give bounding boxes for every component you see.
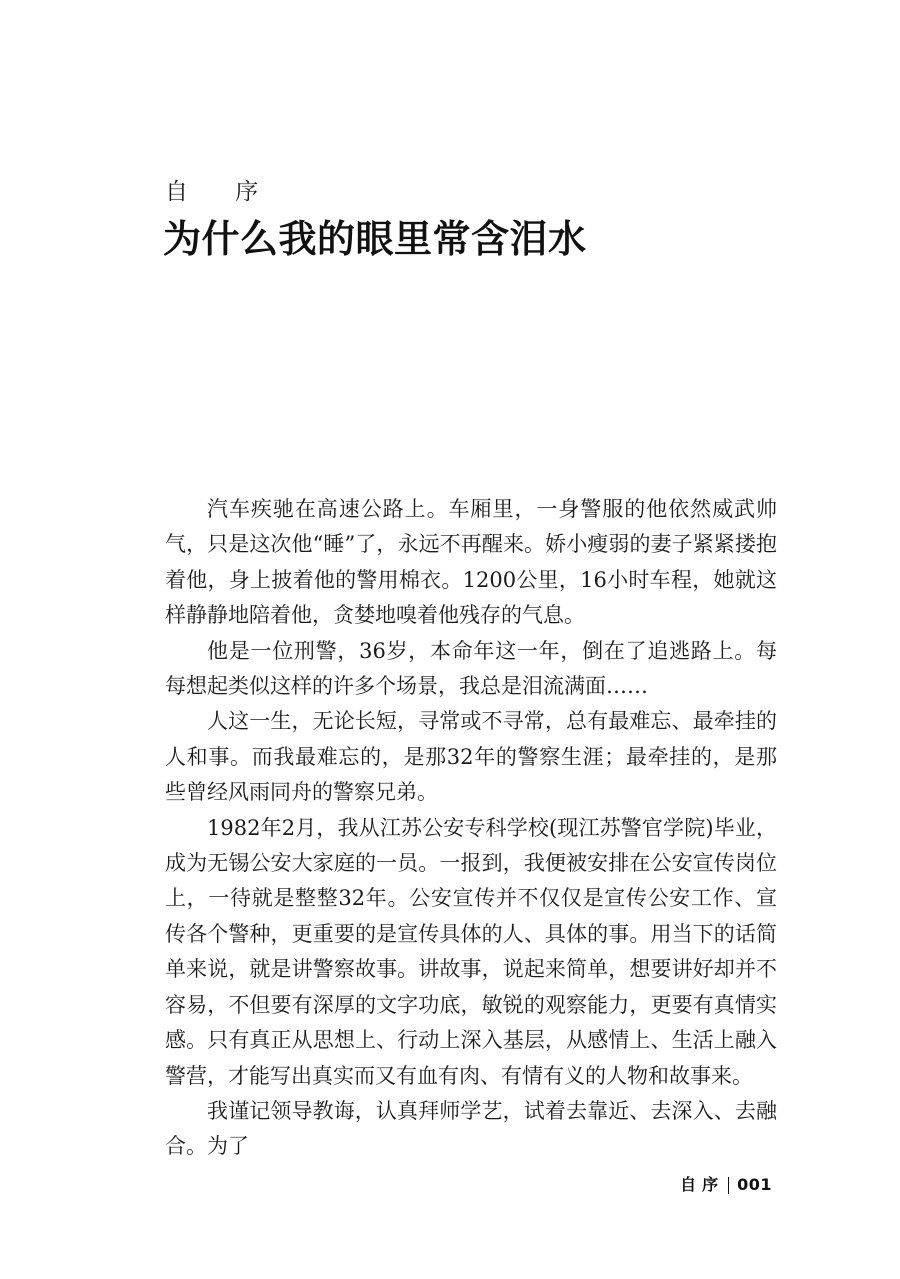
footer-divider xyxy=(728,1177,729,1194)
paragraph-4: 1982年2月，我从江苏公安专科学校(现江苏警官学院)毕业，成为无锡公安大家庭的一员。一报到，我便被安排在公安宣传岗位上，一待就是整整32年。公安宣传并不仅仅是宣传公安工作、宣传各个警种，更重要的是宣传具体的人、具体的事。用当下的话简单来说，就是讲警察故事。讲故事，说起来简单，想要讲好却并不容易，不但要有深厚的文字功底，敏锐的观察能力，更要有真情实感。只有真正从思想上、行动上深入基层，从感情上、生活上融入警营，才能写出真实而又有血有肉、有情有义的人物和故事来。 xyxy=(165,815,777,1088)
paragraph-3: 人这一生，无论长短，寻常或不寻常，总有最难忘、最牵挂的人和事。而我最难忘的，是那32年的警察生涯；最牵挂的，是那些曾经风雨同舟的警察兄弟。 xyxy=(165,709,777,805)
chapter-title: 为什么我的眼里常含泪水 xyxy=(163,216,587,261)
paragraph-5: 我谨记领导教诲，认真拜师学艺，试着去靠近、去深入、去融合。为了 xyxy=(165,1098,777,1159)
footer-section-name: 自序 xyxy=(680,1175,725,1194)
paragraph-2: 他是一位刑警，36岁，本命年这一年，倒在了追逃路上。每每想起类似这样的许多个场景，我总是泪流满面…… xyxy=(165,638,777,699)
body-text xyxy=(165,492,777,1165)
page-footer xyxy=(680,1174,772,1196)
page-number: 001 xyxy=(737,1175,772,1194)
paragraph-1: 汽车疾驰在高速公路上。车厢里，一身警服的他依然威武帅气，只是这次他“睡”了，永远不再醒来。娇小瘦弱的妻子紧紧搂抱着他，身上披着他的警用棉衣。1200公里，16小时车程，她就这样静静地陪着他，贪婪地嗅着他残存的气息。 xyxy=(165,497,777,628)
section-label: 自 序 xyxy=(165,179,279,205)
